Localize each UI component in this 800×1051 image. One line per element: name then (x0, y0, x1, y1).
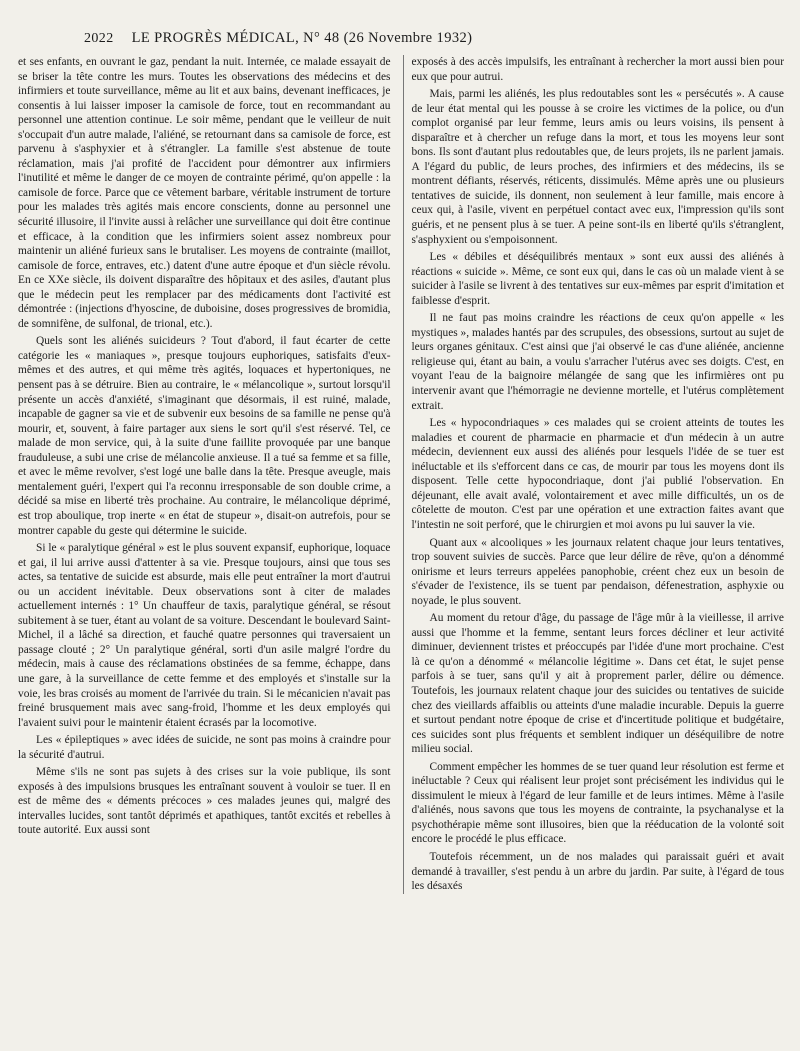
paragraph: Les « débiles et déséquilibrés mentaux » sont eux aussi des aliénés à réactions « suicide ». Même, ce sont eux qui, dans le cas où un malade vient à se suicider à l'asile se livrent à des tentatives sur eux-mêmes par esprit d'imitation et faiblesse d'esprit. (411, 251, 784, 307)
paragraph: Quant aux « alcooliques » les journaux relatent chaque jour leurs tentatives, trop souvent suivies de succès. Parce que leur délire de rêve, qu'on a dénommé onirisme et leurs terreurs appelées panophobie, créent chez eux un besoin de s'évader de l'existence, ils se tuent par pendaison, défenestration, asphyxie ou noyade, le plus souvent. (411, 536, 784, 607)
text-columns (18, 55, 784, 894)
paragraph: Comment empêcher les hommes de se tuer quand leur résolution est ferme et inéluctable ? Ceux qui réalisent leur projet sont précisément les individus qui le dissimulent le mieux à l'égard de leur famille et de leurs intimes. Même à l'asile d'aliénés, nous savons que tous les moyens de contrainte, la psychanalyse et la psychothérapie même sont illusoires, bien que la rééducation de la volonté soit encore le procédé le plus efficace. (411, 760, 784, 846)
paragraph: Mais, parmi les aliénés, les plus redoutables sont les « persécutés ». A cause de leur état mental qui les pousse à se croire les victimes de la police, ou d'un complot organisé par leur femme, leurs amis ou leurs voisins, ils pensent à disparaître et à chercher un refuge dans la mort, et tous les moyens leur sont bons. Ils sont d'autant plus redoutables que, de leurs projets, ils ne parlent jamais. A l'égard du public, de leurs proches, des infirmiers et des médecins, ils se montrent défiants, réservés, réticents, dissimulés. Même après une ou plusieurs tentatives de suicide, ils donnent, non seulement à leur famille, mais encore à ceux qui, à l'asile, vivent en perpétuel contact avec eux, l'impression qu'ils sont guéris, et ne pensent plus à se tuer. A peine sont-ils en liberté qu'ils s'étranglent, s'asphyxient ou s'empoisonnent. (411, 88, 784, 246)
paragraph: Au moment du retour d'âge, du passage de l'âge mûr à la vieillesse, il arrive aussi que l'homme et la femme, sentant leurs forces décliner et leur activité diminuer, deviennent tristes et préoccupés par l'idée d'une mort prochaine. C'est là ce qu'on a dénommé « mélancolie légitime ». Dans cet état, le sujet pense parfois à se tuer, sans qu'il y ait à proprement parler, délire ou démence. Toutefois, les journaux relatent chaque jour des suicides ou tentatives de suicide chez des vieillards affaiblis ou atteints d'une maladie incurable. Depuis la guerre et surtout pendant notre époque de crise et d'incertitude politique et budgétaire, ces suicides sont plus fréquents et semblent indiquer un déséquilibre de notre milieu social. (411, 612, 784, 756)
paragraph: exposés à des accès impulsifs, les entraînant à rechercher la mort aussi bien pour eux que pour autrui. (411, 56, 784, 83)
page-header (84, 30, 784, 47)
paragraph: Les « hypocondriaques » ces malades qui se croient atteints de toutes les maladies et courent de pharmacie en pharmacie et d'un médecin à un autre médecin, deviennent eux aussi des aliénés pour lesquels l'idée de se tuer est inéluctable et ils s'efforcent dans ce cas, de mourir par tous les moyens dont ils disposent. Telle cette hypocondriaque, dont j'ai publié l'observation. En déjeunant, elle avait avalé, volontairement et avec mille difficultés, un os de côtelette de mouton. C'est par une opération et une extraction faites avant que l'intestin ne soit perforé, que le chirurgien et moi avons pu lui sauver la vie. (411, 417, 784, 531)
paragraph: et ses enfants, en ouvrant le gaz, pendant la nuit. Internée, ce malade essayait de se briser la tête contre les murs. Toutes les observations des médecins et des infirmiers et toute surveillance, même au lit et aux bains, devenant inefficaces, je consentis à lui laisser imposer la camisole de force, tout en recommandant au personnel une attention continue. Le soir même, pendant que le veilleur de nuit s'occupait d'un autre malade, l'aliéné, se retournant dans sa camisole de force, est parvenu à s'asphyxier et à s'étrangler. La famille s'est abstenue de toute réclamation, mais j'ai profité de l'accident pour démontrer aux infirmiers l'inutilité et même le danger de ce moyen de contrainte périmé, qu'on appelle : la camisole de force. Parce que ce vêtement barbare, véritable instrument de torture pour les malades très agités mais encore conscients, donne au personnel une sécurité illusoire, il l'invite aussi à relâcher une surveillance qui doit être continue et efficace, à la condition que les infirmiers soient assez nombreux pour maintenir un aliéné furieux sans le brutaliser. Les moyens de contrainte (maillot, camisole de force, entraves, etc.) datent d'une autre époque et d'un siècle révolu. En ce XXe siècle, ils doivent disparaître des hôpitaux et des asiles, d'autant plus que le médecin peut les remplacer par des médicaments dont l'activité est démontrée : (injections d'hyoscine, de duboisine, doses progressives de bromidia, de somnifène, de sulfonal, de trional, etc.). (18, 56, 391, 330)
paragraph: Toutefois récemment, un de nos malades qui paraissait guéri et avait demandé à travailler, s'est pendu à un arbre du jardin. Par suite, à l'égard de tous les désaxés (411, 850, 784, 893)
journal-title: LE PROGRÈS MÉDICAL, N° 48 (26 Novembre 1932) (131, 30, 473, 46)
paragraph: Quels sont les aliénés suicideurs ? Tout d'abord, il faut écarter de cette catégorie les « maniaques », presque toujours euphoriques, satisfaits d'eux-mêmes et des autres, et qui même très agités, loquaces et hypertoniques, ne pensent pas à se détruire. Bien au contraire, le « mélancolique », surtout lorsqu'il présente un accès d'anxiété, s'imaginant que désormais, il est ruiné, malade, incapable de gagner sa vie et de subvenir eux besoins de sa famille ne pense qu'à mourir, et, souvent, à faire partager aux siens le sort qu'il s'est réservé. Tel, ce malade de mon service, qui, à la suite d'une faillite provoquée par une banque frauduleuse, a subi une crise de mélancolie anxieuse. Il a tué sa femme et sa fille, et avec le même revolver, s'est logé une balle dans la tête. Presque aveugle, mais mentalement guéri, l'expert qui l'a reconnu irresponsable de son double crime, a décidé sa mise en liberté très prochaine. Au contraire, le mélancolique déprimé, est trop aboulique, trop inerte « en état de stupeur », disait-on autrefois, pour se montrer capable du geste qui détermine le suicide. (18, 335, 391, 537)
paragraph: Si le « paralytique général » est le plus souvent expansif, euphorique, loquace et gai, il lui arrive aussi d'attenter à sa vie. Presque toujours, ainsi que tous ses actes, sa tentative de suicide est absurde, mais elle peut entraîner la mort d'autrui ou un accident inévitable. Deux observations sont à citer de malades actuellement internés : 1° Un chauffeur de taxis, paralytique général, se résout subitement à se tuer, étant au volant de sa voiture. Descendant le boulevard Saint-Michel, il a lâché sa direction, et fauché quatre personnes qui traversaient un passage clouté ; 2° Un paralytique général, sorti d'un asile malgré l'ordre du médecin, mais à cause des réclamations obstinées de sa femme, échappe, dans une gare, à la surveillance de cette femme et des employés et s'installe sur la voie, les bras croisés au moment de l'arrivée du train. Si le mécanicien n'avait pas freiné brusquement mais avec sang-froid, l'homme et les deux employés qui l'avaient suivi pour le maintenir étaient écrasés par la locomotive. (18, 542, 391, 729)
page-number: 2022 (84, 31, 114, 46)
paragraph: Même s'ils ne sont pas sujets à des crises sur la voie publique, ils sont exposés à des impulsions brusques les entraînant souvent à vouloir se tuer. Il en est de même des « déments précoces » ces malades jeunes qui, malgré des intervalles lucides, sont tantôt déprimés et apathiques, tantôt excités et rebelles à toute autorité. Eux aussi sont (18, 766, 391, 837)
left-column (18, 55, 391, 894)
right-column (403, 55, 785, 894)
paragraph: Les « épileptiques » avec idées de suicide, ne sont pas moins à craindre pour la sécurité d'autrui. (18, 734, 391, 761)
paragraph: Il ne faut pas moins craindre les réactions de ceux qu'on appelle « les mystiques », malades hantés par des scrupules, des obsessions, surtout au sujet de leurs organes génitaux. C'est ainsi que j'ai observé le cas d'une aliénée, ancienne religieuse qui, étant au bain, a voulu s'arracher l'utérus avec ses doigts. C'est, en voyant l'eau de la baignoire mélangée de sang que les infirmières ont pu intervenir avant que l'hémorragie ne devienne mortelle, et l'utérus complètement extrait. (411, 312, 784, 412)
